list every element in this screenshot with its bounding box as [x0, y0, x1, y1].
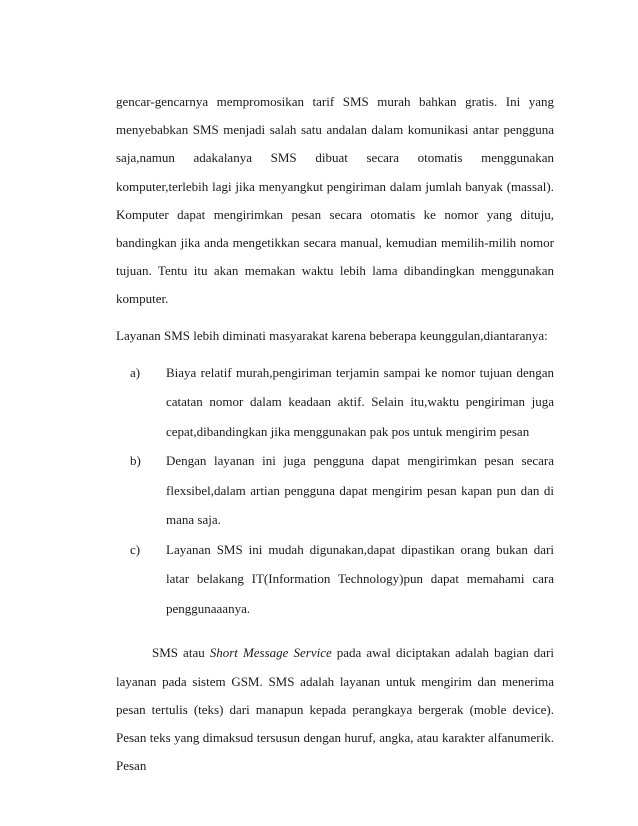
paragraph-sms-definition: [116, 639, 554, 780]
list-marker: b): [130, 453, 141, 469]
list-item: [130, 358, 554, 447]
advantages-list: [116, 358, 554, 624]
paragraph-italic-term: Short Message Service: [209, 645, 332, 661]
paragraph-text-before: SMS atau: [152, 645, 210, 661]
list-marker: c): [130, 541, 141, 557]
list-item-text: Dengan layanan ini juga pengguna dapat mengirimkan pesan secara flexsibel,dalam artian pengguna dapat mengirim pesan kapan pun dan di mana saja.: [166, 453, 554, 528]
list-item-text: Layanan SMS ini mudah digunakan,dapat dipastikan orang bukan dari latar belakang IT(Information Technology)pun dapat memahami cara penggunaaanya.: [166, 541, 554, 616]
paragraph-text-after: pada awal diciptakan adalah bagian dari layanan pada sistem GSM. SMS adalah layanan untuk mengirim dan menerima pesan tertulis (teks) dari manapun kepada perangkaya bergerak (moble device). Pesan teks yang dimaksud tersusun dengan huruf, angka, atau karakter alfanumerik. Pesan: [116, 645, 554, 774]
spacer: [116, 350, 554, 358]
list-item-text: Biaya relatif murah,pengiriman terjamin sampai ke nomor tujuan dengan catatan nomor dalam keadaan aktif. Selain itu,waktu pengiriman juga cepat,dibandingkan jika menggunakan pak pos untuk mengirim pesan: [166, 364, 554, 439]
spacer: [116, 623, 554, 639]
list-item: [130, 446, 554, 535]
list-marker: a): [130, 364, 141, 380]
paragraph-sms-promotion: gencar-gencarnya mempromosikan tarif SMS murah bahkan gratis. Ini yang menyebabkan SMS menjadi salah satu andalan dalam komunikasi antar pengguna saja,namun adakalanya SMS dibuat secara otomatis menggunakan komputer,terlebih lagi jika menyangkut pengiriman dalam jumlah banyak (massal). Komputer dapat mengirimkan pesan secara otomatis ke nomor yang dituju, bandingkan jika anda mengetikkan secara manual, kemudian memilih-milih nomor tujuan. Tentu itu akan memakan waktu lebih lama dibandingkan menggunakan komputer.: [116, 94, 554, 307]
list-item: [130, 535, 554, 624]
paragraph-sms-advantages-intro: Layanan SMS lebih diminati masyarakat karena beberapa keunggulan,diantaranya:: [116, 327, 548, 343]
spacer: [116, 314, 554, 322]
